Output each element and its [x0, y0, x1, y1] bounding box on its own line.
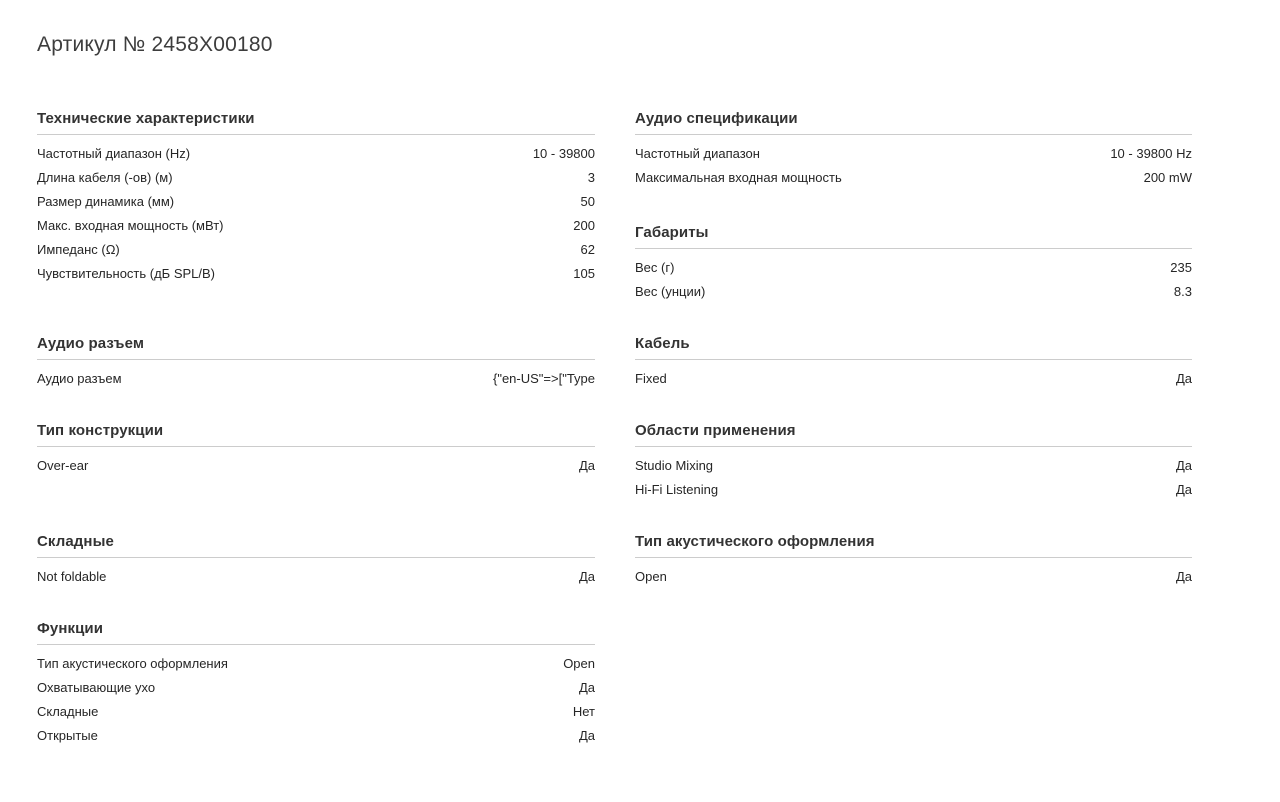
spec-value: 200 [573, 218, 595, 233]
spec-value: Да [578, 728, 595, 743]
spec-label: Складные [37, 704, 99, 719]
spec-value: Да [1175, 482, 1192, 497]
spec-row-frequency-range [635, 142, 1192, 166]
spec-rows [37, 565, 595, 589]
spec-row-max-input-power [37, 214, 595, 238]
spec-value: {"en-US"=>["Type [492, 371, 595, 386]
spec-label: Импеданс (Ω) [37, 242, 120, 257]
spec-grid [37, 110, 1232, 748]
spec-value: 10 - 39800 [532, 146, 595, 161]
spec-row-hifi-listening [635, 478, 1192, 502]
spec-value: Да [578, 569, 595, 584]
spec-row-acoustic-design-type [37, 652, 595, 676]
section-title-dimensions: Габариты [635, 224, 1192, 249]
spec-label: Studio Mixing [635, 458, 714, 473]
spec-label: Not foldable [37, 569, 107, 584]
spec-value: 8.3 [1173, 284, 1192, 299]
spec-row-driver-size [37, 190, 595, 214]
spec-row-max-input-power [635, 166, 1192, 190]
spec-row-open [635, 565, 1192, 589]
section-title-technical-specs: Технические характеристики [37, 110, 595, 135]
section-title-foldable: Складные [37, 533, 595, 558]
section-title-audio-connector: Аудио разъем [37, 335, 595, 360]
section-title-cable: Кабель [635, 335, 1192, 360]
spec-label: Частотный диапазон (Hz) [37, 146, 191, 161]
spec-label: Длина кабеля (-ов) (м) [37, 170, 173, 185]
spec-row-studio-mixing [635, 454, 1192, 478]
spec-label: Аудио разъем [37, 371, 122, 386]
spec-value: 50 [580, 194, 595, 209]
spec-rows [635, 565, 1192, 589]
spec-label: Максимальная входная мощность [635, 170, 842, 185]
spec-row-over-ear [37, 454, 595, 478]
spec-label: Чувствительность (дБ SPL/В) [37, 266, 216, 281]
spec-row-circumaural [37, 676, 595, 700]
spec-row-weight-grams [635, 256, 1192, 280]
spec-value: Да [578, 458, 595, 473]
section-dimensions [635, 224, 1192, 304]
spec-rows [635, 454, 1192, 502]
spec-label: Частотный диапазон [635, 146, 760, 161]
spec-rows [635, 256, 1192, 304]
spec-rows [37, 454, 595, 478]
section-title-audio-specs: Аудио спецификации [635, 110, 1192, 135]
page-title: Артикул № 2458X00180 [37, 33, 273, 56]
spec-row-foldable [37, 700, 595, 724]
spec-row-frequency-range [37, 142, 595, 166]
spec-label: Охватывающие ухо [37, 680, 156, 695]
grid-cell-audio-connector [37, 335, 595, 391]
grid-cell-empty [635, 620, 1192, 621]
spec-row-weight-ounces [635, 280, 1192, 304]
spec-value: Нет [572, 704, 595, 719]
section-functions [37, 620, 595, 748]
spec-value: Да [1175, 371, 1192, 386]
spec-label: Размер динамика (мм) [37, 194, 175, 209]
spec-value: 200 mW [1143, 170, 1192, 185]
section-acoustic-design [635, 533, 1192, 589]
spec-row-audio-connector [37, 367, 595, 391]
grid-cell-audio-specs-dimensions [635, 110, 1192, 304]
section-applications [635, 422, 1192, 502]
spec-label: Открытые [37, 728, 98, 743]
spec-rows [635, 142, 1192, 190]
spec-value: 105 [573, 266, 595, 281]
spec-row-impedance [37, 238, 595, 262]
section-technical-specs [37, 110, 595, 286]
grid-cell-construction-type [37, 422, 595, 478]
section-foldable [37, 533, 595, 589]
spec-value: 10 - 39800 Hz [1110, 146, 1192, 161]
section-cable [635, 335, 1192, 391]
spec-rows [635, 367, 1192, 391]
spec-value: 62 [580, 242, 595, 257]
spec-row-cable-length [37, 166, 595, 190]
section-title-construction-type: Тип конструкции [37, 422, 595, 447]
spec-value: 235 [1170, 260, 1192, 275]
section-title-acoustic-design: Тип акустического оформления [635, 533, 1192, 558]
grid-cell-acoustic-design [635, 533, 1192, 589]
spec-value: Да [578, 680, 595, 695]
spec-label: Тип акустического оформления [37, 656, 228, 671]
grid-cell-applications [635, 422, 1192, 502]
spec-label: Over-ear [37, 458, 89, 473]
product-spec-page [0, 33, 1232, 748]
spec-rows [37, 652, 595, 748]
spec-rows [37, 142, 595, 286]
spec-label: Вес (унции) [635, 284, 706, 299]
spec-row-open-type [37, 724, 595, 748]
spec-value: Да [1175, 569, 1192, 584]
section-construction-type [37, 422, 595, 478]
spec-label: Макс. входная мощность (мВт) [37, 218, 224, 233]
spec-value: 3 [587, 170, 595, 185]
spec-label: Вес (г) [635, 260, 675, 275]
section-title-functions: Функции [37, 620, 595, 645]
grid-cell-functions [37, 620, 595, 748]
spec-value: Да [1175, 458, 1192, 473]
spec-row-sensitivity [37, 262, 595, 286]
spec-row-not-foldable [37, 565, 595, 589]
section-audio-connector [37, 335, 595, 391]
spec-row-fixed [635, 367, 1192, 391]
spec-value: Open [563, 656, 595, 671]
grid-cell-cable [635, 335, 1192, 391]
spec-rows [37, 367, 595, 391]
grid-cell-foldable [37, 533, 595, 589]
section-audio-specs [635, 110, 1192, 190]
section-title-applications: Области применения [635, 422, 1192, 447]
grid-cell-technical-specs [37, 110, 595, 286]
spec-label: Fixed [635, 371, 667, 386]
spec-label: Open [635, 569, 667, 584]
spec-label: Hi-Fi Listening [635, 482, 719, 497]
